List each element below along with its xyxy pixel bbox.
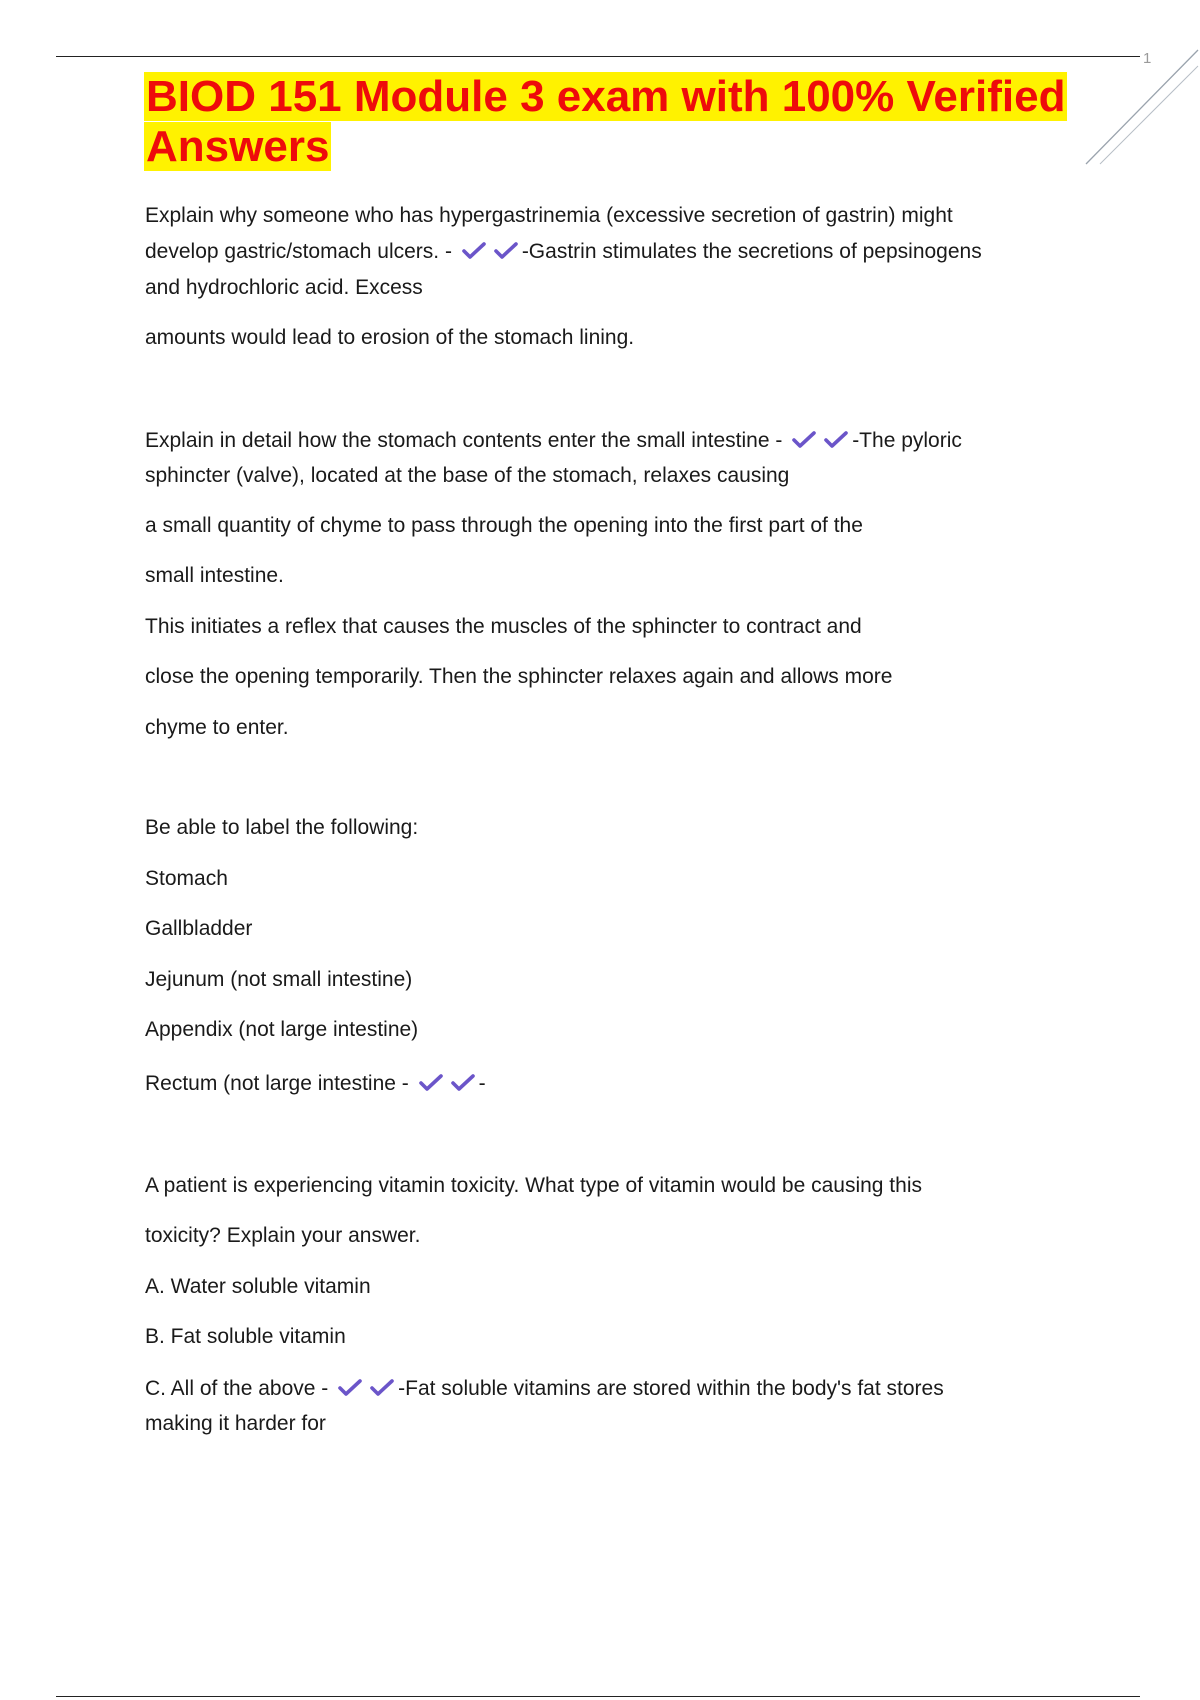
q4-option-c	[145, 1377, 944, 1401]
q1-answer-start: -Gastrin stimulates the secretions of pepsinogens	[521, 240, 982, 263]
header-rule	[56, 56, 1140, 57]
q3-heading: Be able to label the following:	[145, 816, 419, 839]
q2-line-2: sphincter (valve), located at the base of the stomach, relaxes causing	[145, 464, 790, 487]
q3-item: Gallbladder	[145, 917, 253, 940]
check-icon	[461, 242, 487, 260]
q2-question: Explain in detail how the stomach contents enter the small intestine -	[145, 429, 783, 452]
check-icon	[369, 1379, 395, 1397]
check-icon	[450, 1074, 476, 1092]
page-number: 1	[1143, 50, 1152, 67]
q4-line-last: making it harder for	[145, 1412, 326, 1435]
q1-line-3: and hydrochloric acid. Excess	[145, 276, 423, 299]
q4-option-c-text: C. All of the above -	[145, 1377, 329, 1400]
q2-line-4: small intestine.	[145, 564, 284, 587]
check-icon	[418, 1074, 444, 1092]
q2-answer-start: -The pyloric	[852, 429, 962, 452]
q4-line-2: toxicity? Explain your answer.	[145, 1224, 421, 1247]
q3-last-item-text: Rectum (not large intestine -	[145, 1072, 409, 1095]
q1-line-1: Explain why someone who has hypergastrinemia (excessive secretion of gastrin) might	[145, 204, 953, 227]
q2-line-5: This initiates a reflex that causes the muscles of the sphincter to contract and	[145, 615, 862, 638]
q2-line-6: close the opening temporarily. Then the sphincter relaxes again and allows more	[145, 665, 893, 688]
q2-line-7: chyme to enter.	[145, 716, 289, 739]
q1-line-4: amounts would lead to erosion of the stomach lining.	[145, 326, 635, 349]
q4-line-1: A patient is experiencing vitamin toxicity. What type of vitamin would be causing this	[145, 1174, 922, 1197]
check-icon	[337, 1379, 363, 1397]
q4-answer-start: -Fat soluble vitamins are stored within the body's fat stores	[398, 1377, 944, 1400]
check-icon	[493, 242, 519, 260]
q3-item: Jejunum (not small intestine)	[145, 968, 413, 991]
q3-item: Appendix (not large intestine)	[145, 1018, 419, 1041]
q2-line-1	[145, 429, 962, 453]
document-title: BIOD 151 Module 3 exam with 100% Verified Answers	[146, 72, 1066, 171]
q3-answer: -	[478, 1072, 486, 1095]
q2-line-3: a small quantity of chyme to pass through the opening into the first part of the	[145, 514, 863, 537]
q4-option-b: B. Fat soluble vitamin	[145, 1325, 346, 1348]
q1-line-2	[145, 240, 982, 264]
corner-decoration	[1080, 42, 1200, 172]
q4-option-a: A. Water soluble vitamin	[145, 1275, 371, 1298]
q3-last-item	[145, 1072, 486, 1096]
q3-item: Stomach	[145, 867, 228, 890]
check-icon	[791, 431, 817, 449]
q1-question-end: develop gastric/stomach ulcers. -	[145, 240, 452, 263]
footer-rule	[56, 1696, 1140, 1697]
check-icon	[823, 431, 849, 449]
